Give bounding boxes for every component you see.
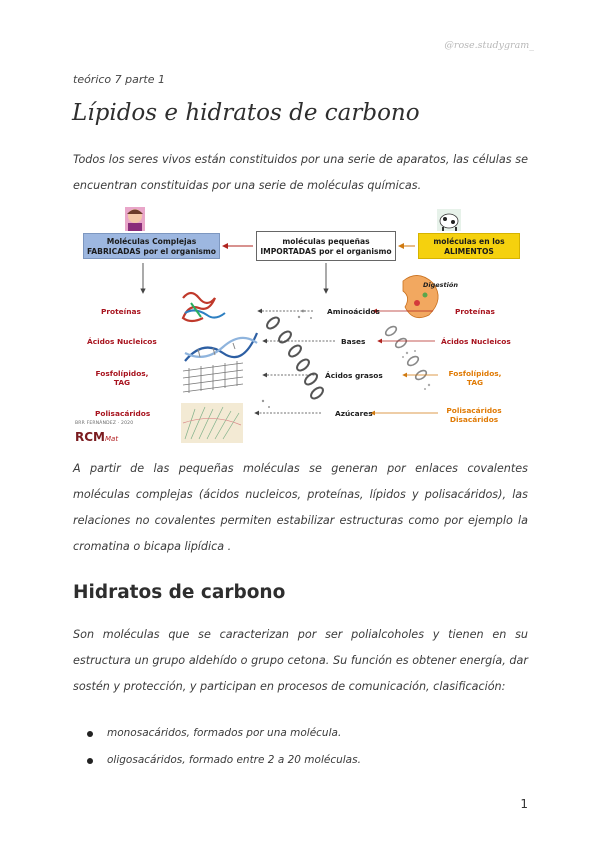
right-label-polysaccharides: Polisacáridos Disacáridos [446, 406, 502, 424]
intro-paragraph: Todos los seres vivos están constituidos por una serie de aparatos, las células se encuentran constituidas por una serie de moléculas químicas. [73, 153, 528, 192]
digestion-label: Digestión [423, 281, 458, 289]
list-item: oligosacáridos, formado entre 2 a 20 moléculas. [73, 747, 361, 774]
left-label-polysaccharides: Polisacáridos [95, 409, 151, 418]
classification-list [73, 720, 361, 774]
box-complex-molecules: Moléculas Complejas FABRICADAS por el organismo [83, 233, 220, 259]
mid-label-sugars: Azúcares [335, 409, 373, 418]
list-item: monosacáridos, formados por una molécula. [73, 720, 361, 747]
dna-icon [185, 333, 257, 361]
right-label-phospholipids: Fosfolípidos, TAG [448, 369, 502, 387]
page-number: 1 [520, 797, 528, 811]
mid-label-amino-acids: Aminoácidos [327, 307, 380, 316]
box-small-molecules: moléculas pequeñas IMPORTADAS por el organismo [256, 231, 396, 261]
left-label-nucleic-acids: Ácidos Nucleicos [87, 337, 157, 346]
author-logo: BRR FERNÁNDEZ · 2020 RCMMat [75, 421, 134, 444]
small-molecules-chain-icon [265, 315, 325, 400]
person-icon [125, 207, 145, 231]
subtitle: teórico 7 parte 1 [73, 73, 165, 86]
mid-label-fatty-acids: Ácidos grasos [325, 371, 383, 380]
page-title: Lípidos e hidratos de carbono [72, 100, 420, 126]
polysaccharide-icon [181, 403, 243, 443]
left-label-proteins: Proteínas [101, 307, 141, 316]
molecules-figure [73, 203, 528, 446]
paragraph-complex-molecules: A partir de las pequeñas moléculas se generan por enlaces covalentes moléculas complejas (ácidos nucleicos, proteínas, lípidos y polisacáridos), las relaciones no covalentes permiten estabilizar estructuras como por ejemplo la cromatina o bicapa lipídica . [73, 462, 528, 553]
watermark: @rose.studygram_ [444, 40, 534, 51]
box-food-molecules: moléculas en los ALIMENTOS [418, 233, 520, 259]
lipid-bilayer-icon [183, 361, 243, 393]
left-label-phospholipids: Fosfolípidos, TAG [95, 369, 149, 387]
cow-icon [437, 209, 461, 231]
protein-structure-icon [183, 293, 225, 321]
mid-label-bases: Bases [341, 337, 366, 346]
section-heading-carbohydrates: Hidratos de carbono [73, 582, 286, 603]
right-label-proteins: Proteínas [455, 307, 495, 316]
right-label-nucleic-acids: Ácidos Nucleicos [441, 337, 511, 346]
paragraph-carbohydrates: Son moléculas que se caracterizan por ser polialcoholes y tienen en su estructura un grupo aldehído o grupo cetona. Su función es obtener energía, dar sostén y protección, y participan en procesos de comunicación, clasificación: [73, 628, 528, 693]
